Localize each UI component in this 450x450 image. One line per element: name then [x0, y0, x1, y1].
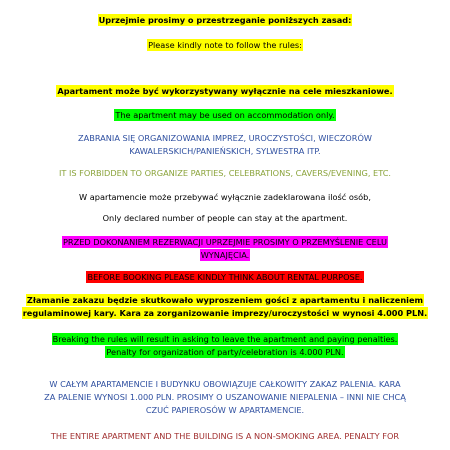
booking-purpose-en-text: BEFORE BOOKING PLEASE KINDLY THINK ABOUT RENTAL PURPOSE. — [87, 272, 363, 282]
party-ban-pl-line1-text: ZABRANIA SIĘ ORGANIZOWANIA IMPREZ, UROCZYSTOŚCI, WIECZORÓW — [78, 133, 372, 143]
rules-heading-pl-text: Uprzejmie prosimy o przestrzeganie poniższych zasad: — [98, 15, 352, 25]
smoking-ban-pl-line1-text: W CAŁYM APARTAMENCIE I BUDYNKU OBOWIĄZUJE CAŁKOWITY ZAKAZ PALENIA. KARA — [49, 379, 401, 389]
penalty-pl-line2 — [0, 309, 450, 319]
party-ban-pl-line2-text: KAWALERSKICH/PANIEŃSKICH, SYLWESTRA ITP. — [129, 146, 321, 156]
party-ban-pl-line1 — [0, 134, 450, 144]
residential-use-pl — [0, 87, 450, 97]
smoking-ban-pl-line3 — [0, 406, 450, 416]
booking-purpose-pl-line1-text: PRZED DOKONANIEM REZERWACJI UPRZEJMIE PROSIMY O PRZEMYŚLENIE CELU — [62, 237, 387, 247]
residential-use-en-text: The apartment may be used on accommodation only. — [115, 110, 335, 120]
penalty-pl-line1-text: Złamanie zakazu będzie skutkowało wyproszeniem gości z apartamentu i naliczeniem — [26, 295, 424, 305]
occupancy-pl — [0, 193, 450, 203]
penalty-en-line1 — [0, 335, 450, 345]
rules-heading-en-text: Please kindly note to follow the rules: — [148, 40, 302, 50]
booking-purpose-pl-line2-text: WYNAJĘCIA. — [200, 250, 250, 260]
occupancy-en-text: Only declared number of people can stay at the apartment. — [102, 213, 348, 223]
party-ban-en — [0, 169, 450, 179]
occupancy-en — [0, 214, 450, 224]
residential-use-en — [0, 111, 450, 121]
smoking-ban-en-line1 — [0, 432, 450, 442]
smoking-ban-pl-line2 — [0, 393, 450, 403]
booking-purpose-en — [0, 273, 450, 283]
smoking-ban-pl-line3-text: CZUĆ PAPIEROSÓW W APARTAMENCIE. — [145, 405, 305, 415]
penalty-en-line2 — [0, 348, 450, 358]
penalty-pl-line2-text: regulaminowej kary. Kara za zorganizowanie imprezy/uroczystości w wynosi 4.000 PLN. — [22, 308, 428, 318]
smoking-ban-pl-line1 — [0, 380, 450, 390]
booking-purpose-pl-line1 — [0, 238, 450, 248]
penalty-en-line2-text: Penalty for organization of party/celebration is 4.000 PLN. — [106, 347, 344, 357]
booking-purpose-pl-line2 — [0, 251, 450, 261]
party-ban-en-text: IT IS FORBIDDEN TO ORGANIZE PARTIES, CELEBRATIONS, CAVERS/EVENING, ETC. — [58, 168, 392, 178]
smoking-ban-en-line1-text: THE ENTIRE APARTMENT AND THE BUILDING IS A NON-SMOKING AREA. PENALTY FOR — [50, 431, 400, 441]
party-ban-pl-line2 — [0, 147, 450, 157]
rules-heading-en — [0, 41, 450, 51]
occupancy-pl-text: W apartamencie może przebywać wyłącznie zadeklarowana ilość osób, — [79, 192, 371, 202]
residential-use-pl-text: Apartament może być wykorzystywany wyłącznie na cele mieszkaniowe. — [57, 86, 393, 96]
penalty-en-line1-text: Breaking the rules will result in asking to leave the apartment and paying penalties. — [52, 334, 398, 344]
smoking-ban-pl-line2-text: ZA PALENIE WYNOSI 1.000 PLN. PROSIMY O USZANOWANIE NIEPALENIA – INNI NIE CHCĄ — [44, 392, 406, 402]
rules-heading-pl — [0, 16, 450, 26]
penalty-pl-line1 — [0, 296, 450, 306]
